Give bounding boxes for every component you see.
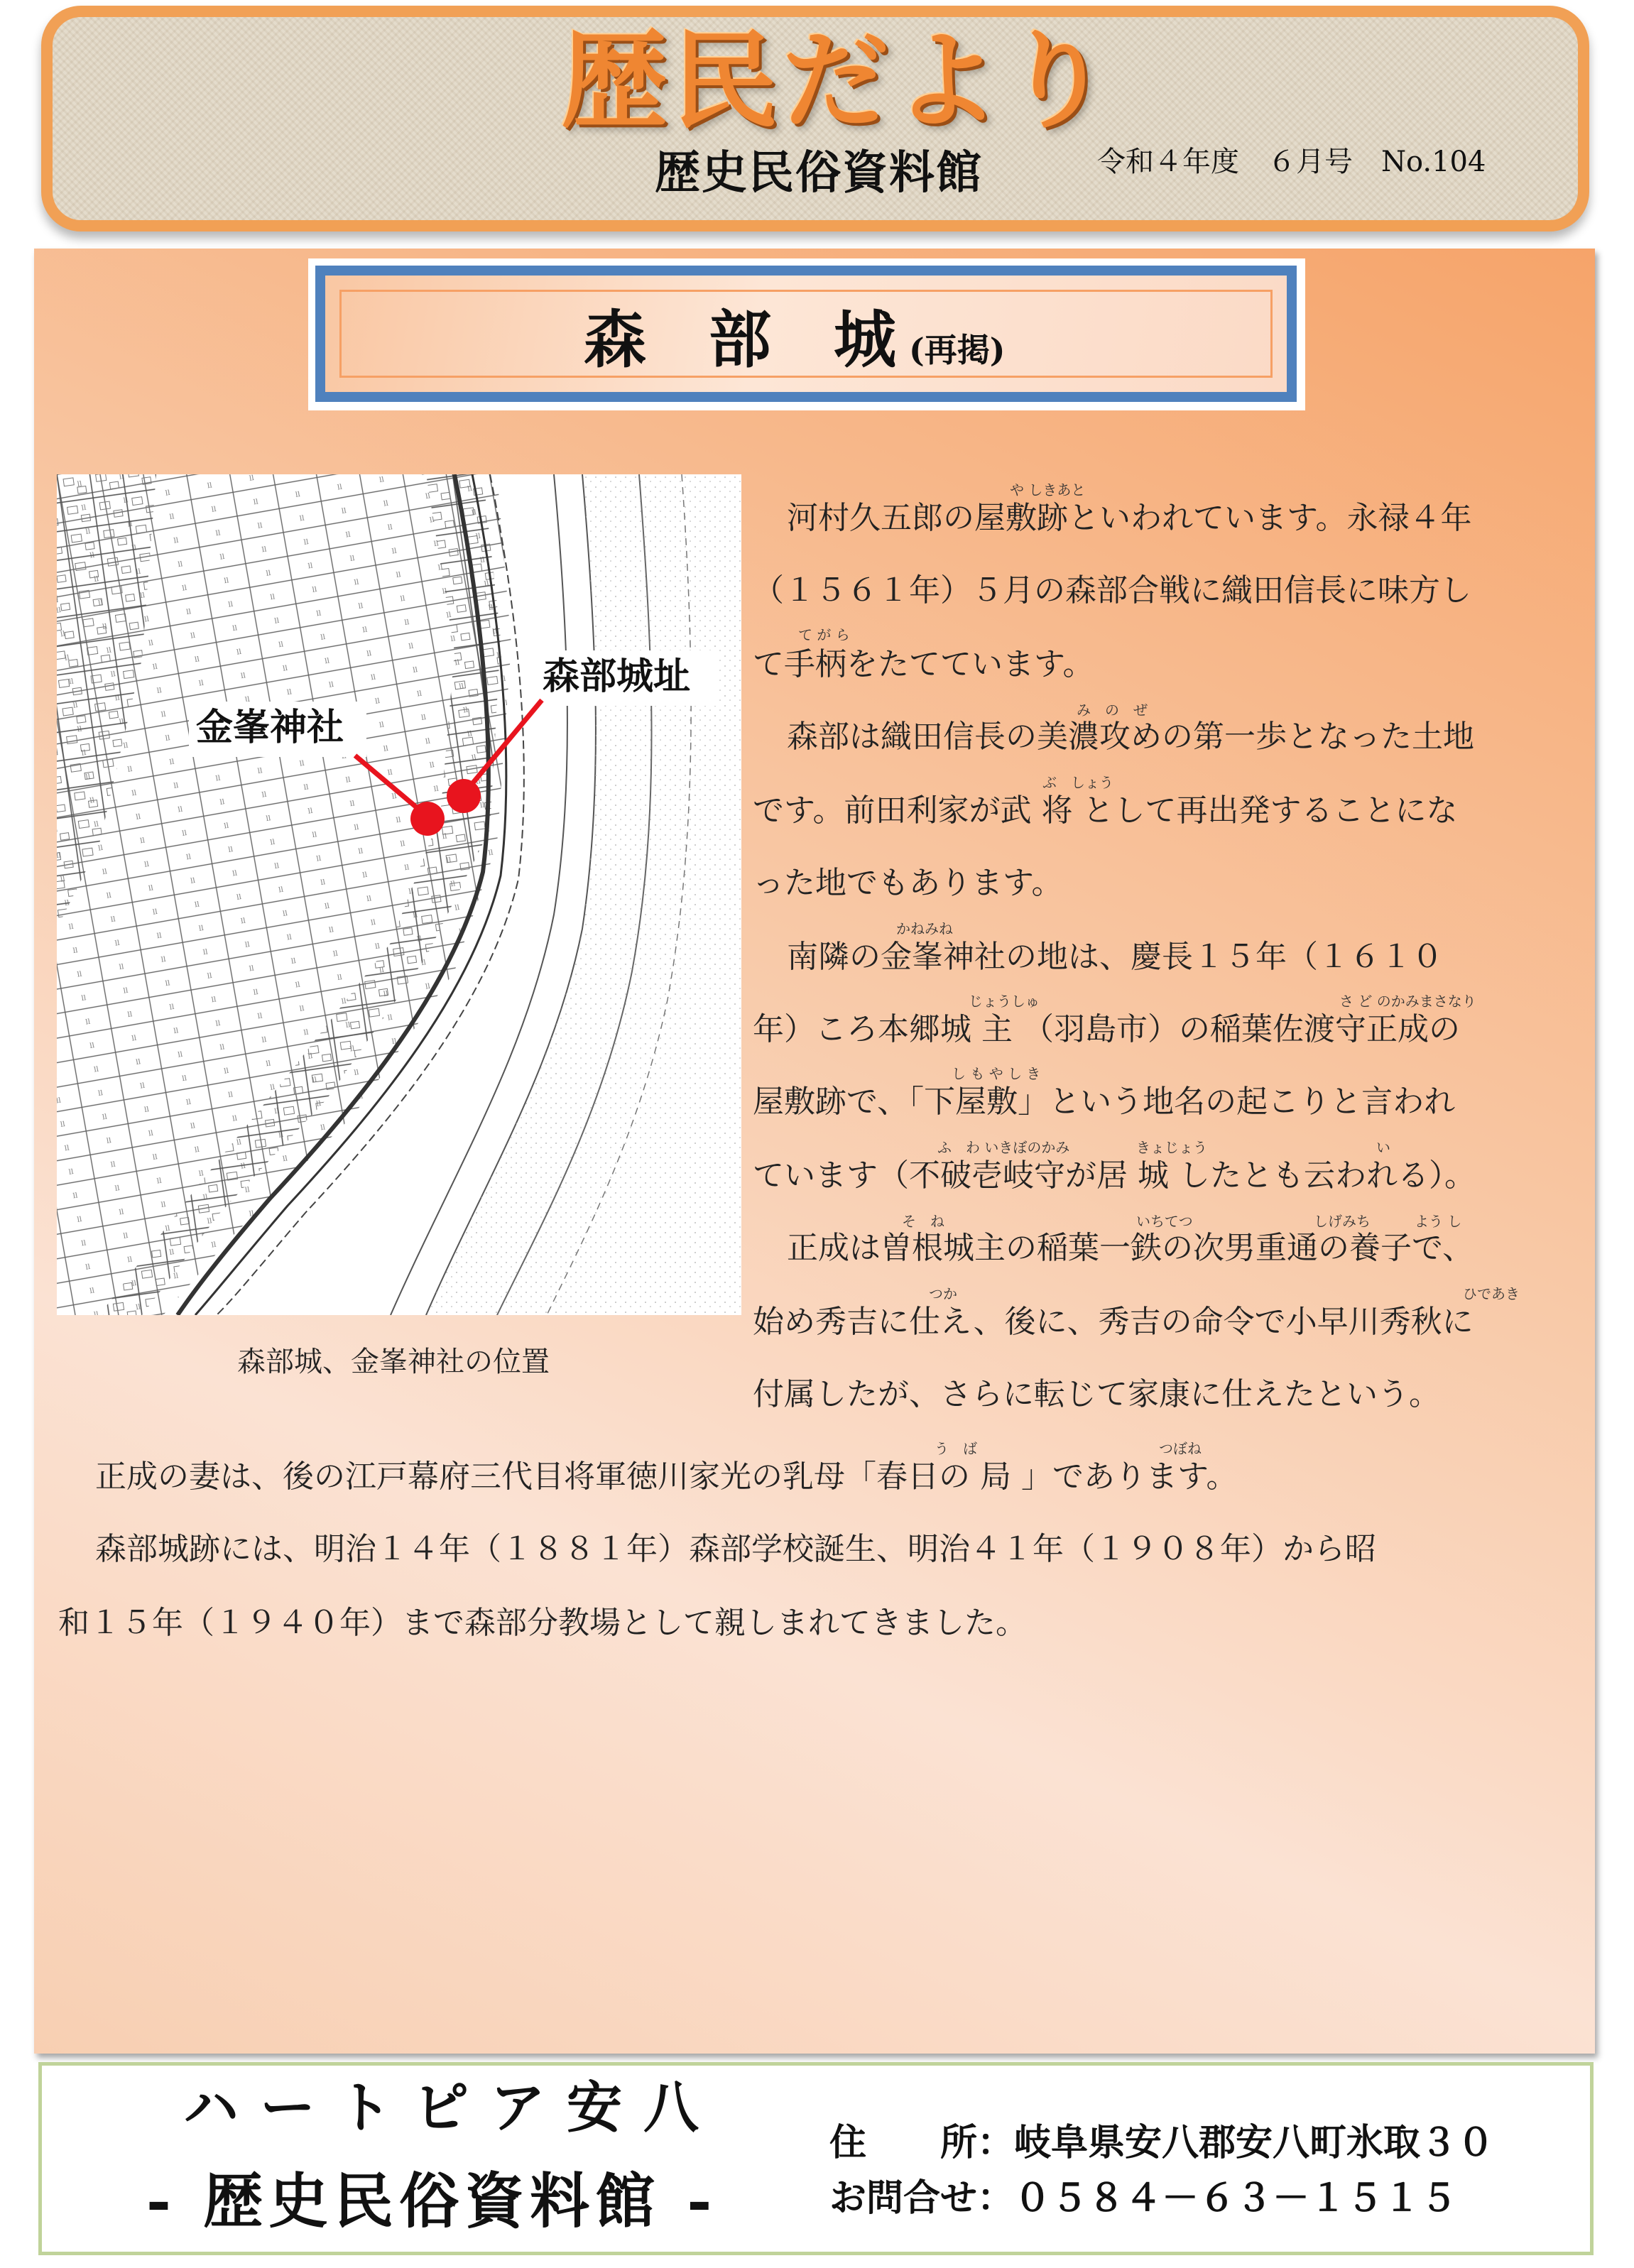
article-title-note: (再掲) xyxy=(909,331,1006,369)
ruby: かねみね xyxy=(896,920,953,937)
castle-label: 森部城址 xyxy=(543,655,691,698)
ruby: み の ぜ xyxy=(1077,702,1148,719)
ruby: じょうしゅ xyxy=(969,993,1040,1010)
article-title-box xyxy=(315,266,1297,402)
body-line: 正成の妻は、後の江戸幕府三代目将軍徳川家光の乳母「春日の 局 」であります。 xyxy=(95,1459,1238,1495)
ruby: そ ね xyxy=(902,1213,944,1230)
ruby: さ ど のかみまさなり xyxy=(1339,993,1476,1010)
address-label: 住 所： xyxy=(829,2121,1015,2164)
map-drawing xyxy=(57,474,741,1315)
contact-label: お問合せ： xyxy=(829,2176,1015,2220)
body-line: った地でもあります。 xyxy=(753,865,1063,901)
facility-name: ハートピア安八 xyxy=(183,2076,721,2140)
ruby: しげみち xyxy=(1314,1213,1371,1230)
museum-name: 歴史民俗資料館 xyxy=(655,147,983,200)
body-line: 正成は曽根城主の稲葉一鉄の次男重通の養子で、 xyxy=(787,1230,1474,1266)
castle-marker xyxy=(447,779,481,813)
map-caption: 森部城、金峯神社の位置 xyxy=(237,1346,550,1378)
article-title-main: 森 部 城 xyxy=(584,302,897,376)
body-line: 年）ころ本郷城 主 （羽島市）の稲葉佐渡守正成の xyxy=(753,1011,1460,1047)
ruby: う ば xyxy=(935,1440,977,1457)
ruby: し も や し き xyxy=(952,1065,1041,1082)
ruby: よう し xyxy=(1415,1213,1462,1230)
footer-museum-name: - 歴史民俗資料館 - xyxy=(146,2166,718,2236)
body-line: 森部は織田信長の美濃攻めの第一歩となった土地 xyxy=(787,719,1474,755)
body-line: ています（不破壱岐守が居 城 したとも云われる）。 xyxy=(753,1157,1476,1194)
ruby: いちてつ xyxy=(1136,1213,1193,1230)
ruby: つぼね xyxy=(1159,1440,1202,1457)
newsletter-title: 歴民だより xyxy=(561,20,1116,143)
body-line: 南隣の金峯神社の地は、慶長１５年（１６１０ xyxy=(787,939,1443,975)
body-line: 始め秀吉に仕え、後に、秀吉の命令で小早川秀秋に xyxy=(753,1304,1474,1340)
ruby: つか xyxy=(929,1285,957,1302)
body-line: です。前田利家が武 将 として再出発することにな xyxy=(753,792,1458,829)
article-title xyxy=(584,302,1006,376)
location-map xyxy=(57,474,741,1315)
body-line: （１５６１年）５月の森部合戦に織田信長に味方し xyxy=(753,572,1471,609)
ruby: ぶ しょう xyxy=(1042,774,1113,791)
shrine-marker xyxy=(410,802,445,836)
ruby: ひであき xyxy=(1463,1285,1520,1302)
body-line: て手柄をたてています。 xyxy=(753,646,1094,682)
ruby: い xyxy=(1376,1139,1390,1156)
ruby: きょじょう xyxy=(1136,1139,1207,1156)
ruby: て が ら xyxy=(798,626,850,643)
body-line: 屋敷跡で、「下屋敷」という地名の起こりと言われ xyxy=(753,1084,1456,1120)
body-line: 森部城跡には、明治１４年（１８８１年）森部学校誕生、明治４１年（１９０８年）から昭 xyxy=(95,1531,1376,1567)
body-line: 和１５年（１９４０年）まで森部分教場として親しまれてきました。 xyxy=(58,1605,1027,1641)
address-value: 岐阜県安八郡安八町氷取３０ xyxy=(1014,2121,1495,2164)
phone-number: ０５８４－６３－１５１５ xyxy=(1014,2176,1458,2220)
body-line: 付属したが、さらに転じて家康に仕えたという。 xyxy=(753,1376,1440,1412)
shrine-label: 金峯神社 xyxy=(196,707,344,749)
body-line: 河村久五郎の屋敷跡といわれています。永禄４年 xyxy=(787,500,1472,536)
ruby: ふ わ いきぼのかみ xyxy=(937,1139,1070,1156)
ruby: や しきあと xyxy=(1010,481,1086,498)
issue-info: 令和４年度 ６月号 No.104 xyxy=(1097,146,1486,178)
